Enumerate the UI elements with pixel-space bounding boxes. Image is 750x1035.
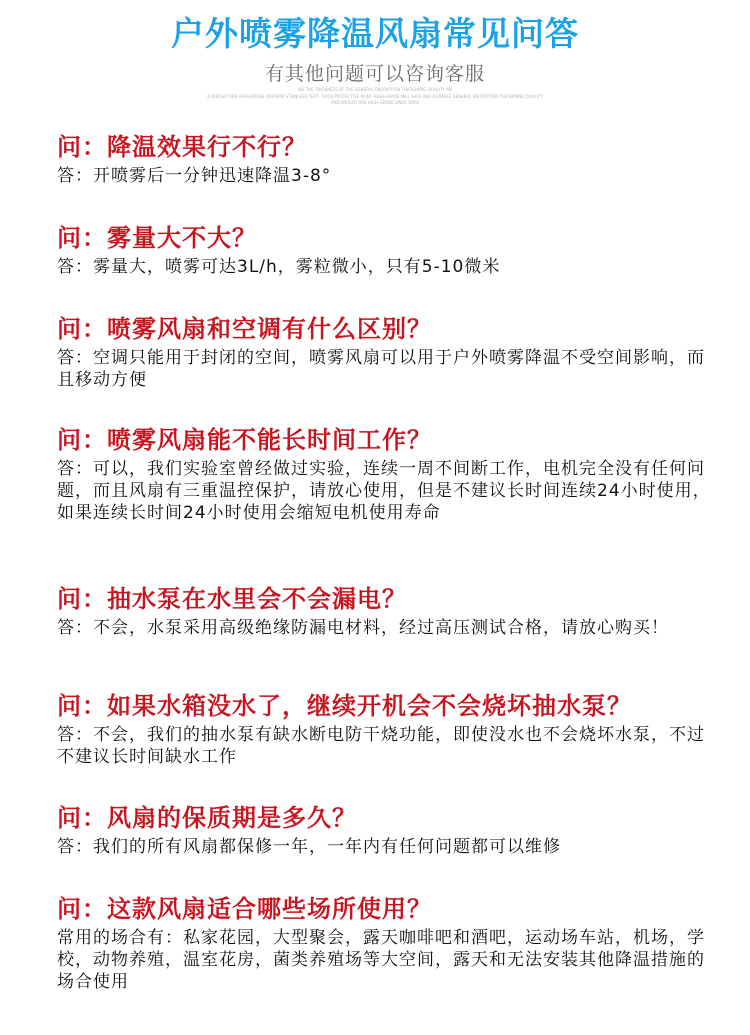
faq-question: 问：雾量大不大？ [57,224,257,252]
faq-answer: 答：开喷雾后一分钟迅速降温3-8° [57,166,332,186]
page-title: 户外喷雾降温风扇常见问答 [171,14,579,53]
fineprint-line: D WEIGHT ARE HIGH-GRADE UNIFORM STAINLESS TEXT, THICK PROTECTIVE PAINT HIGH-GRADE MILL SAFE AND DURABLE GENERAL ENCRYPTION THICKENING QUALITY [207,94,543,99]
faq-answer: 答：不会，水泵采用高级绝缘防漏电材料，经过高压测试合格，请放心购买！ [57,618,669,638]
faq-answer: 答：可以，我们实验室曾经做过实验，连续一周不间断工作，电机完全没有任何问题，而且风扇有三重温控保护，请放心使用，但是不建议长时间连续24小时使用，如果连续长时间24小时使用会缩短电机使用寿命 [57,459,711,523]
faq-answer: 答：不会，我们的抽水泵有缺水断电防干烧功能，即使没水也不会烧坏水泵，不过不建议长时间缺水工作 [57,725,705,767]
faq-question: 问：风扇的保质期是多久？ [57,804,357,832]
faq-item [57,690,747,768]
faq-answer: 常用的场合有：私家花园，大型聚会，露天咖啡吧和酒吧，运动场车站，机场，学校，动物养殖，温室花房，菌类养殖场等大空间，露天和无法安装其他降温措施的场合使用 [57,928,705,992]
faq-answer: 答：我们的所有风扇都保修一年，一年内有任何问题都可以维修 [57,837,561,857]
faq-question: 问：这款风扇适合哪些场所使用？ [57,895,432,923]
faq-answer: 答：雾量大，喷雾可达3L/h，雾粒微小，只有5-10微米 [57,257,501,277]
faq-question: 问：如果水箱没水了，继续开机会不会烧坏抽水泵？ [57,692,632,720]
faq-question: 问：降温效果行不行？ [57,133,307,161]
faq-item [57,802,747,858]
faq-item [57,893,747,993]
faq-item [57,313,747,391]
page-subtitle: 有其他问题可以咨询客服 [264,63,485,85]
faq-question: 问：抽水泵在水里会不会漏电？ [57,585,407,613]
faq-question: 问：喷雾风扇和空调有什么区别？ [57,315,432,343]
fineprint-line: AND WEIGHT ARE HIGH-GRADE LINES THRO [330,100,420,105]
faq-item [57,131,747,187]
faq-answer: 答：空调只能用于封闭的空间，喷雾风扇可以用于户外喷雾降温不受空间影响，而且移动方便 [57,348,705,390]
faq-item [57,222,747,278]
faq-item [57,583,747,639]
faq-item [57,424,747,524]
fineprint-line: WE THE THICKNESS OF THE GENERAL ENCRYPTION THICKENING QUALITY AN [298,87,452,92]
faq-question: 问：喷雾风扇能不能长时间工作？ [57,426,432,454]
